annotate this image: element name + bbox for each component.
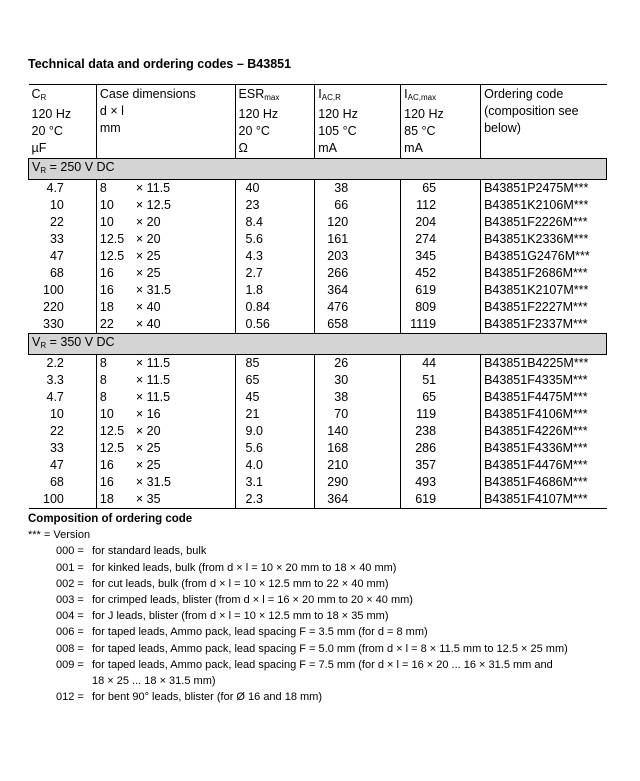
cell-iacmax: 65 [401, 180, 481, 198]
cell-ordering-code: B43851F4226M*** [484, 424, 588, 438]
version-description: for taped leads, Ammo pack, lead spacing F = 3.5 mm (for d = 8 mm) [92, 626, 428, 639]
cell-capacitance: 100 [29, 282, 97, 299]
version-description: for bent 90° leads, blister (for Ø 16 and 18 mm) [92, 691, 323, 704]
cell-esr: 45 [235, 389, 315, 406]
table-row [29, 474, 607, 491]
cell-iacr: 66 [315, 197, 401, 214]
composition-item [28, 560, 397, 576]
version-description: for cut leads, bulk (from d × l = 10 × 12.5 mm to 22 × 40 mm) [92, 577, 389, 590]
composition-title: Composition of ordering code [28, 513, 193, 525]
cell-iacr: 203 [315, 248, 401, 265]
cell-ordering-code: B43851F4106M*** [484, 407, 588, 421]
cell-dimensions: 12.5 × 20 [96, 231, 235, 248]
cell-dimensions: 18 × 35 [96, 491, 235, 509]
cell-esr: 1.8 [235, 282, 315, 299]
cell-ordering-code: B43851G2476M*** [484, 249, 590, 263]
cell-esr: 21 [235, 406, 315, 423]
version-code: 006 = [56, 626, 84, 639]
cell-capacitance: 47 [29, 248, 97, 265]
cell-esr: 9.0 [235, 423, 315, 440]
cell-capacitance: 22 [29, 214, 97, 231]
cell-dimensions: 12.5 × 25 [96, 440, 235, 457]
table-row [29, 316, 607, 334]
cell-ordering-code: B43851F2227M*** [484, 300, 588, 314]
cell-iacr: 140 [315, 423, 401, 440]
cell-ordering-code: B43851B4225M*** [484, 356, 589, 370]
cell-iacmax: 274 [401, 231, 481, 248]
cell-ordering-code: B43851K2106M*** [484, 198, 589, 212]
cell-capacitance: 10 [29, 406, 97, 423]
cell-esr: 0.56 [235, 316, 315, 334]
version-description: for taped leads, Ammo pack, lead spacing F = 5.0 mm (from d × l = 8 × 11.5 mm to 12.5 × 25 mm) [92, 642, 568, 655]
table-row [29, 282, 607, 299]
cell-esr: 5.6 [235, 440, 315, 457]
cell-dimensions: 18 × 40 [96, 299, 235, 316]
cell-iacmax: 44 [401, 355, 481, 373]
header-iacr: $I_{AC,R}$ 120 Hz 105 °C mA [315, 85, 401, 159]
table-row [29, 180, 607, 198]
cell-esr: 8.4 [235, 214, 315, 231]
cell-dimensions: 16 × 31.5 [96, 282, 235, 299]
table-row [29, 491, 607, 509]
cell-capacitance: 4.7 [29, 180, 97, 198]
table-row [29, 440, 607, 457]
version-description: for crimped leads, blister (from d × l = 16 × 20 mm to 20 × 40 mm) [92, 593, 413, 606]
cell-dimensions: 16 × 25 [96, 265, 235, 282]
header-iacmax: $I_{AC,max}$ 120 Hz 85 °C mA [401, 85, 481, 159]
table-row [29, 406, 607, 423]
page-title: Technical data and ordering codes – B43851 [28, 57, 292, 71]
composition-item [28, 576, 389, 592]
header-order: Ordering code (composition see below) [481, 85, 607, 159]
cell-ordering-code: B43851P2475M*** [484, 181, 589, 195]
cell-capacitance: 220 [29, 299, 97, 316]
cell-esr: 4.0 [235, 457, 315, 474]
cell-dimensions: 10 × 16 [96, 406, 235, 423]
table-row [29, 214, 607, 231]
composition-item [28, 657, 553, 673]
composition-list [28, 543, 568, 705]
cell-dimensions: 22 × 40 [96, 316, 235, 334]
cell-esr: 2.7 [235, 265, 315, 282]
version-code: 009 = [56, 658, 84, 671]
table-row [29, 372, 607, 389]
cell-iacmax: 119 [401, 406, 481, 423]
cell-dimensions: 10 × 20 [96, 214, 235, 231]
header-esr: $ESR_{max}$ 120 Hz 20 °C Ω [235, 85, 315, 159]
table-row [29, 355, 607, 373]
version-code: 000 = [56, 545, 84, 558]
spec-table [28, 84, 607, 509]
cell-esr: 65 [235, 372, 315, 389]
cell-ordering-code: B43851F2226M*** [484, 215, 588, 229]
cell-iacr: 658 [315, 316, 401, 334]
cell-iacr: 30 [315, 372, 401, 389]
table-row [29, 423, 607, 440]
cell-iacr: 290 [315, 474, 401, 491]
cell-iacmax: 112 [401, 197, 481, 214]
composition-item [28, 608, 389, 624]
cell-iacr: 364 [315, 282, 401, 299]
spec-table-body [29, 85, 607, 509]
composition-item-continuation [28, 673, 216, 689]
section-header [29, 159, 607, 180]
cell-ordering-code: B43851K2336M*** [484, 232, 589, 246]
cell-esr: 2.3 [235, 491, 315, 509]
cell-iacr: 70 [315, 406, 401, 423]
composition-item [28, 592, 413, 608]
table-row [29, 231, 607, 248]
cell-ordering-code: B43851F2337M*** [484, 317, 588, 331]
cell-capacitance: 3.3 [29, 372, 97, 389]
cell-capacitance: 100 [29, 491, 97, 509]
cell-dimensions: 8 × 11.5 [96, 180, 235, 198]
table-row [29, 299, 607, 316]
version-code: 008 = [56, 642, 84, 655]
cell-ordering-code: B43851K2107M*** [484, 283, 589, 297]
version-description: for taped leads, Ammo pack, lead spacing F = 7.5 mm (for d × l = 16 × 20 ... 16 × 31.5 mm and [92, 658, 553, 671]
version-code: 002 = [56, 577, 84, 590]
cell-iacmax: 809 [401, 299, 481, 316]
table-row [29, 197, 607, 214]
cell-iacmax: 238 [401, 423, 481, 440]
cell-esr: 4.3 [235, 248, 315, 265]
table-row [29, 248, 607, 265]
cell-iacmax: 345 [401, 248, 481, 265]
cell-dimensions: 16 × 25 [96, 457, 235, 474]
version-code: 004 = [56, 610, 84, 623]
cell-iacr: 120 [315, 214, 401, 231]
cell-iacr: 38 [315, 389, 401, 406]
cell-dimensions: 16 × 31.5 [96, 474, 235, 491]
version-description: for standard leads, bulk [92, 545, 207, 558]
cell-ordering-code: B43851F4475M*** [484, 390, 588, 404]
cell-iacr: 26 [315, 355, 401, 373]
table-row [29, 265, 607, 282]
cell-iacr: 161 [315, 231, 401, 248]
header-cr: $C_R$ 120 Hz 20 °C µF [29, 85, 97, 159]
cell-capacitance: 68 [29, 474, 97, 491]
cell-dimensions: 8 × 11.5 [96, 372, 235, 389]
table-row [29, 457, 607, 474]
cell-ordering-code: B43851F4476M*** [484, 458, 588, 472]
cell-iacr: 476 [315, 299, 401, 316]
header-row [29, 85, 607, 159]
cell-iacmax: 357 [401, 457, 481, 474]
cell-capacitance: 33 [29, 440, 97, 457]
cell-capacitance: 4.7 [29, 389, 97, 406]
version-description-cont: 18 × 25 ... 18 × 31.5 mm) [92, 674, 216, 687]
cell-esr: 0.84 [235, 299, 315, 316]
version-code: 003 = [56, 593, 84, 606]
section-header [29, 334, 607, 355]
cell-capacitance: 2.2 [29, 355, 97, 373]
composition-item [28, 689, 323, 705]
cell-iacr: 38 [315, 180, 401, 198]
cell-capacitance: 33 [29, 231, 97, 248]
cell-esr: 40 [235, 180, 315, 198]
cell-dimensions: 10 × 12.5 [96, 197, 235, 214]
cell-dimensions: 12.5 × 25 [96, 248, 235, 265]
cell-iacr: 168 [315, 440, 401, 457]
cell-iacmax: 65 [401, 389, 481, 406]
version-description: for J leads, blister (from d × l = 10 × 12.5 mm to 18 × 35 mm) [92, 610, 389, 623]
cell-esr: 85 [235, 355, 315, 373]
section-label: $V_R = 350$ V DC [29, 334, 607, 355]
version-description: for kinked leads, bulk (from d × l = 10 × 20 mm to 18 × 40 mm) [92, 561, 397, 574]
composition-item [28, 624, 428, 640]
cell-dimensions: 8 × 11.5 [96, 389, 235, 406]
version-code: 001 = [56, 561, 84, 574]
cell-iacmax: 204 [401, 214, 481, 231]
cell-dimensions: 12.5 × 20 [96, 423, 235, 440]
cell-capacitance: 10 [29, 197, 97, 214]
cell-esr: 5.6 [235, 231, 315, 248]
table-row [29, 389, 607, 406]
composition-item [28, 543, 207, 559]
cell-iacmax: 619 [401, 491, 481, 509]
cell-capacitance: 68 [29, 265, 97, 282]
cell-iacmax: 286 [401, 440, 481, 457]
section-label: $V_R = 250$ V DC [29, 159, 607, 180]
cell-iacr: 210 [315, 457, 401, 474]
cell-ordering-code: B43851F4336M*** [484, 441, 588, 455]
cell-ordering-code: B43851F4335M*** [484, 373, 588, 387]
cell-ordering-code: B43851F2686M*** [484, 266, 588, 280]
cell-iacmax: 1119 [401, 316, 481, 334]
cell-capacitance: 22 [29, 423, 97, 440]
version-code: 012 = [56, 691, 84, 704]
cell-iacr: 266 [315, 265, 401, 282]
composition-version: *** = Version [28, 529, 91, 542]
cell-capacitance: 47 [29, 457, 97, 474]
cell-iacmax: 493 [401, 474, 481, 491]
cell-iacmax: 51 [401, 372, 481, 389]
cell-iacmax: 619 [401, 282, 481, 299]
composition-block [28, 511, 568, 705]
cell-esr: 23 [235, 197, 315, 214]
header-case: Case dimensions d × l mm [96, 85, 235, 159]
cell-ordering-code: B43851F4107M*** [481, 491, 607, 509]
cell-iacr: 364 [315, 491, 401, 509]
cell-iacmax: 452 [401, 265, 481, 282]
composition-item [28, 641, 568, 657]
cell-dimensions: 8 × 11.5 [96, 355, 235, 373]
cell-capacitance: 330 [29, 316, 97, 334]
cell-ordering-code: B43851F4686M*** [484, 475, 588, 489]
cell-esr: 3.1 [235, 474, 315, 491]
